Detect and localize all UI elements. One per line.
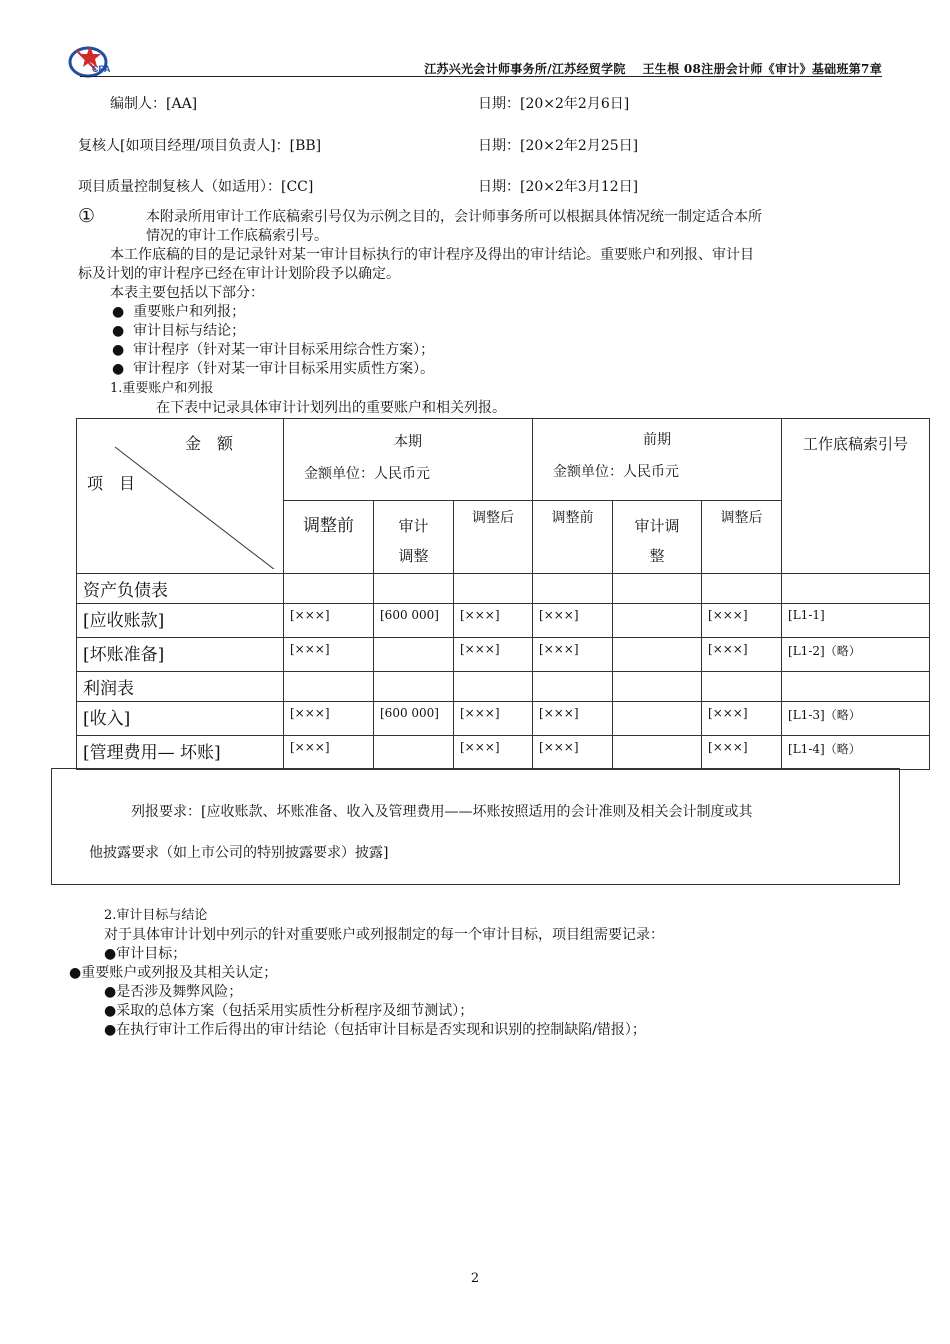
cell-pri-after: [×××] [702,638,782,672]
disclosure-line1: 列报要求：[应收账款、坏账准备、收入及管理费用——坏账按照适用的会计准则及相关会计制度或其 [131,804,753,820]
bullet-text: 审计程序（针对某一审计目标采用实质性方案）。 [133,361,435,377]
cur-adjust-header [374,501,454,574]
current-period-label: 本期 [394,434,422,450]
cell-pri-before [533,672,613,702]
cell-pri-before [533,574,613,604]
disclosure-line2: 他披露要求（如上市公司的特别披露要求）披露] [89,845,389,861]
intro-para2: 本表主要包括以下部分： [110,285,264,301]
bullet-text: 审计目标与结论； [133,323,246,339]
reviewer-date: 日期：[20×2年2月25日] [478,138,639,154]
cell-index: [L1-2]（略） [782,638,930,672]
preparer-label: 编制人：[AA] [110,96,198,112]
cur-adjust-header-l1: 审计 [398,517,429,535]
cell-pri-before: [×××] [533,702,613,736]
reviewer-label: 复核人[如项目经理/项目负责人]：[BB] [78,138,322,154]
intro-para1-line1: 本工作底稿的目的是记录针对某一审计目标执行的审计程序及得出的审计结论。重要账户和列报、审计目 [110,247,754,263]
row-item-label: [管理费用— 坏账] [77,736,284,770]
cell-cur-before: [×××] [284,604,374,638]
section2-item: ●采取的总体方案（包括采用实质性分析程序及细节测试）； [104,1003,474,1019]
cell-cur-after: [×××] [454,702,533,736]
cell-cur-after: [×××] [454,736,533,770]
prior-unit-label: 金额单位：人民币元 [553,464,680,480]
table-row [77,638,930,672]
cell-cur-before: [×××] [284,638,374,672]
section2-item: ●在执行审计工作后得出的审计结论（包括审计目标是否实现和识别的控制缺陷/错报）； [104,1022,646,1038]
row-item-label: 资产负债表 [77,574,284,604]
accounts-table [76,418,930,770]
corner-item-label: 项 目 [87,474,136,493]
section2-item: ●是否涉及舞弊风险； [104,984,243,1000]
header-rule [80,76,882,77]
qc-reviewer-date: 日期：[20×2年3月12日] [478,179,639,195]
section2-desc: 对于具体审计计划中列示的针对重要账户或列报制定的每一个审计目标，项目组需要记录： [104,927,664,943]
page-number: 2 [470,1271,480,1286]
prior-period-label: 前期 [643,432,672,448]
table-row [77,574,930,604]
cell-pri-adj [613,702,702,736]
cell-cur-adj [374,672,454,702]
cell-pri-before: [×××] [533,736,613,770]
cell-pri-adj [613,638,702,672]
cell-cur-after: [×××] [454,638,533,672]
pri-adjust-header [613,501,702,574]
footnote-line2: 情况的审计工作底稿索引号。 [146,228,328,244]
diagonal-line [77,419,284,569]
cell-pri-adj [613,672,702,702]
pri-before-header: 调整前 [533,501,613,574]
cell-cur-after [454,672,533,702]
section2-item: ●审计目标； [104,946,187,962]
cell-cur-after [454,574,533,604]
current-period-header [284,419,533,501]
pri-after-header: 调整后 [702,501,782,574]
footnote-line1: 本附录所用审计工作底稿索引号仅为示例之目的，会计师事务所可以根据具体情况统一制定适合本所 [146,209,762,225]
row-item-label: [应收账款] [77,604,284,638]
cell-index: [L1-1] [782,604,930,638]
cell-pri-before: [×××] [533,604,613,638]
index-header: 工作底稿索引号 [782,419,930,574]
corner-amount-label: 金 额 [185,434,234,453]
bullet-text: 重要账户和列报； [133,304,246,320]
corner-header-cell [77,419,284,574]
bullet-text: 审计程序（针对某一审计目标采用综合性方案）； [133,342,435,358]
pri-adjust-header-l2: 整 [649,547,665,565]
section2-item: ●重要账户或列报及其相关认定； [69,965,278,981]
logo-text: CPA [92,64,111,74]
cell-pri-before: [×××] [533,638,613,672]
cell-pri-adj [613,736,702,770]
cur-adjust-header-l2: 调整 [398,547,429,565]
disclosure-box [51,768,900,885]
cell-pri-adj [613,604,702,638]
cell-pri-after: [×××] [702,702,782,736]
row-item-label: 利润表 [77,672,284,702]
cell-pri-after: [×××] [702,604,782,638]
cell-cur-after: [×××] [454,604,533,638]
cell-cur-adj: [600 000] [374,702,454,736]
qc-reviewer-label: 项目质量控制复核人（如适用）：[CC] [78,179,314,195]
cell-index [782,574,930,604]
cell-cur-adj [374,638,454,672]
row-item-label: [坏账准备] [77,638,284,672]
cur-before-header: 调整前 [284,501,374,574]
row-item-label: [收入] [77,702,284,736]
preparer-date: 日期：[20×2年2月6日] [478,96,630,112]
section2-title: 2.审计目标与结论 [104,908,208,923]
cell-cur-before [284,672,374,702]
cell-pri-after [702,574,782,604]
cell-cur-before: [×××] [284,702,374,736]
bullet-item: ● 重要账户和列报； [112,304,246,320]
cell-cur-before: [×××] [284,736,374,770]
table-row [77,702,930,736]
table-row [77,736,930,770]
intro-para1-line2: 标及计划的审计程序已经在审计计划阶段予以确定。 [78,266,400,282]
section1-title: 1.重要账户和列报 [110,381,214,396]
section1-desc: 在下表中记录具体审计计划列出的重要账户和相关列报。 [156,400,506,416]
cell-index: [L1-3]（略） [782,702,930,736]
cell-cur-adj [374,574,454,604]
bullet-item: ● 审计程序（针对某一审计目标采用实质性方案）。 [112,361,435,377]
pri-adjust-header-l1: 审计调 [634,517,680,535]
cell-index: [L1-4]（略） [782,736,930,770]
current-unit-label: 金额单位：人民币元 [304,466,430,482]
cell-pri-after: [×××] [702,736,782,770]
bullet-item: ● 审计程序（针对某一审计目标采用综合性方案）； [112,342,435,358]
cell-cur-adj: [600 000] [374,604,454,638]
cpa-logo [66,40,116,80]
cell-cur-before [284,574,374,604]
cell-cur-adj [374,736,454,770]
header-title: 江苏兴光会计师事务所/江苏经贸学院 王生根 08注册会计师《审计》基础班第7章 [424,62,882,76]
footnote-marker: ① [78,205,96,227]
cell-pri-after [702,672,782,702]
table-row [77,604,930,638]
cell-pri-adj [613,574,702,604]
bullet-item: ● 审计目标与结论； [112,323,246,339]
cell-index [782,672,930,702]
prior-period-header [533,419,782,501]
table-row [77,672,930,702]
cur-after-header: 调整后 [454,501,533,574]
